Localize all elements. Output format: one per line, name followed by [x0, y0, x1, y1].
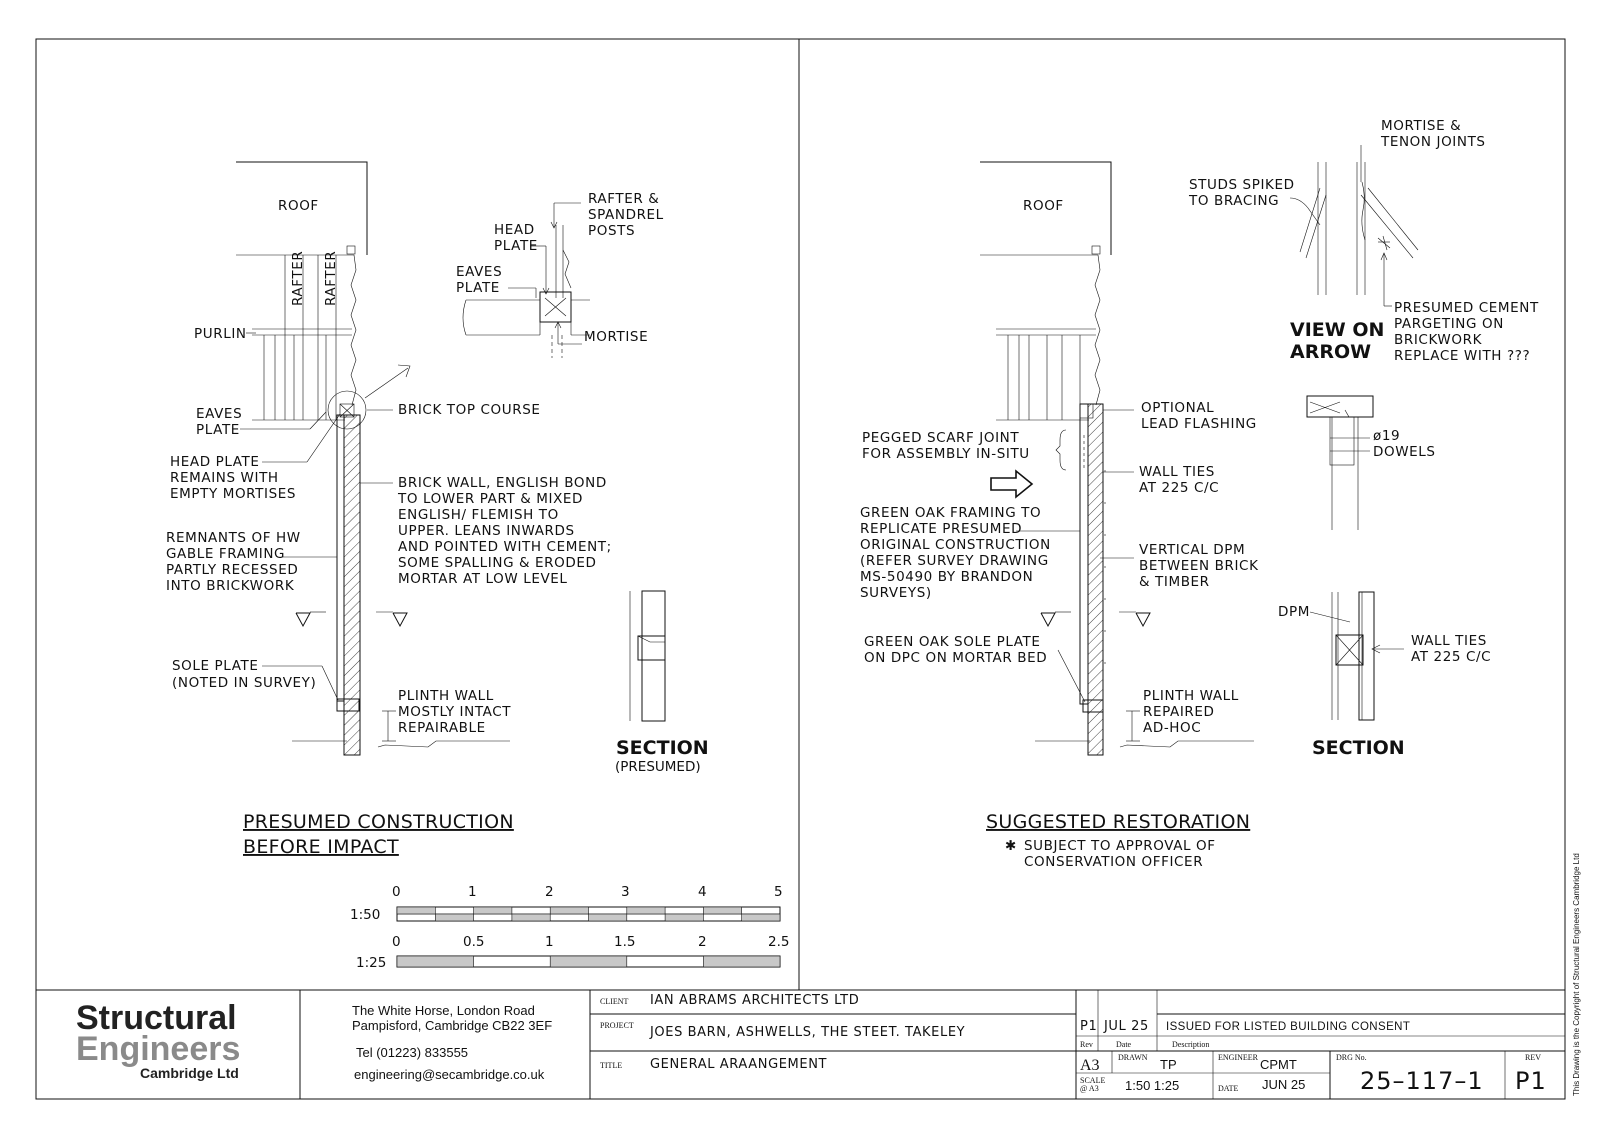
right-view-on-arrow-2: ARROW [1290, 341, 1372, 363]
right-plinth-1: PLINTH WALL [1143, 688, 1239, 704]
copyright-note: This Drawing is the Copyright of Structural Engineers Cambridge Ltd [1572, 853, 1581, 1096]
right-green-oak-sole-1: GREEN OAK SOLE PLATE [864, 634, 1041, 650]
logo-line-2: Engineers [76, 1030, 241, 1068]
left-remnants-1: REMNANTS OF HW [166, 530, 301, 546]
client-label: CLIENT [600, 997, 629, 1006]
left-brick-wall-2: TO LOWER PART & MIXED [398, 491, 584, 507]
right-green-oak-framing-2: REPLICATE PRESUMED [860, 521, 1023, 537]
date-label: DATE [1218, 1084, 1239, 1093]
left-detail-rafter-1: RAFTER & [588, 191, 660, 207]
left-rafter-label-2: RAFTER [323, 250, 339, 306]
left-detail-eaves-plate-1: EAVES [456, 264, 503, 280]
right-plinth-2: REPAIRED [1143, 704, 1215, 720]
scale-50-segment [589, 914, 627, 921]
right-panel [860, 118, 1539, 870]
left-plinth-3: REPAIRABLE [398, 720, 486, 736]
scale-sub-label: @ A3 [1080, 1084, 1099, 1093]
right-roof-label: ROOF [1023, 198, 1064, 214]
left-panel [166, 162, 709, 858]
scale-50-tick-2: 2 [545, 884, 554, 900]
right-roof-slope [1095, 255, 1100, 405]
left-roof-slope [351, 255, 356, 405]
left-brick-wall-6: SOME SPALLING & ERODED [398, 555, 597, 571]
left-remnants-3: PARTLY RECESSED [166, 562, 299, 578]
right-section-title: SECTION [1312, 737, 1405, 759]
right-brick-wall [1088, 404, 1103, 755]
right-green-oak-framing-6: SURVEYS) [860, 585, 932, 601]
scale-50-segment [474, 907, 512, 914]
right-section-detail [1310, 592, 1404, 720]
rev-row-date: JUL 25 [1104, 1019, 1149, 1034]
rev-label: REV [1525, 1053, 1541, 1062]
tel: Tel (01223) 833555 [356, 1045, 469, 1060]
scale-50-segment [742, 914, 780, 921]
date-value: JUN 25 [1262, 1077, 1306, 1092]
rev-header-date: Date [1116, 1040, 1132, 1049]
right-vertical-dpm-1: VERTICAL DPM [1139, 542, 1246, 558]
left-detail-mortise: MORTISE [584, 329, 649, 345]
scale-25-tick-2: 1 [545, 934, 554, 950]
left-plinth-2: MOSTLY INTACT [398, 704, 512, 720]
left-detail-head-plate-1: HEAD [494, 222, 535, 238]
scale-25-segment [703, 956, 780, 967]
right-wall-ties-1: WALL TIES [1139, 464, 1215, 480]
right-presumed-cement-3: BRICKWORK [1394, 332, 1483, 348]
scale-25-label: 1:25 [356, 955, 387, 971]
email: engineering@secambridge.co.uk [354, 1067, 545, 1082]
right-presumed-cement-1: PRESUMED CEMENT [1394, 300, 1539, 316]
right-note-1: SUBJECT TO APPROVAL OF [1024, 838, 1216, 854]
scale-label: SCALE [1080, 1076, 1106, 1085]
left-main-title-2: BEFORE IMPACT [243, 836, 399, 858]
rev-row-description: ISSUED FOR LISTED BUILDING CONSENT [1166, 1021, 1411, 1033]
left-brick-wall-3: ENGLISH/ FLEMISH TO [398, 507, 559, 523]
left-brick-wall-7: MORTAR AT LOW LEVEL [398, 571, 568, 587]
right-wall-ties-2: AT 225 C/C [1139, 480, 1220, 496]
scale-50-tick-4: 4 [698, 884, 707, 900]
left-purlin-label: PURLIN [194, 326, 247, 342]
left-head-plate-remains-2: REMAINS WITH [170, 470, 279, 486]
title-label: TITLE [600, 1061, 623, 1070]
right-green-oak-framing-4: (REFER SURVEY DRAWING [860, 553, 1049, 569]
scale-bars [350, 884, 789, 971]
right-vertical-dpm-3: & TIMBER [1139, 574, 1210, 590]
engineer-value: CPMT [1260, 1057, 1297, 1072]
right-green-oak-framing-3: ORIGINAL CONSTRUCTION [860, 537, 1051, 553]
address-line-2: Pampisford, Cambridge CB22 3EF [352, 1018, 553, 1033]
left-brick-wall-4: UPPER. LEANS INWARDS [398, 523, 575, 539]
drg-no-value: 25–117–1 [1360, 1067, 1484, 1095]
left-section-title: SECTION [616, 737, 709, 759]
right-main-title: SUGGESTED RESTORATION [986, 811, 1251, 833]
scale-25-tick-0: 0 [392, 934, 401, 950]
scale-value: 1:50 1:25 [1125, 1078, 1180, 1093]
scale-25-segment [397, 956, 474, 967]
right-green-oak-sole-2: ON DPC ON MORTAR BED [864, 650, 1048, 666]
right-pegged-scarf-1: PEGGED SCARF JOINT [862, 430, 1020, 446]
left-brick-wall [344, 415, 360, 755]
rev-row-rev: P1 [1080, 1019, 1098, 1034]
scale-50-tick-3: 3 [621, 884, 630, 900]
scale-50-tick-5: 5 [774, 884, 783, 900]
left-plinth-1: PLINTH WALL [398, 688, 494, 704]
rev-value: P1 [1515, 1067, 1547, 1095]
scale-50-segment [550, 907, 588, 914]
right-pegged-scarf-2: FOR ASSEMBLY IN-SITU [862, 446, 1030, 462]
project-label: PROJECT [600, 1021, 634, 1030]
drg-no-label: DRG No. [1336, 1053, 1367, 1062]
left-roof-label: ROOF [278, 198, 319, 214]
scale-50-tick-0: 0 [392, 884, 401, 900]
right-note-2: CONSERVATION OFFICER [1024, 854, 1204, 870]
scale-50-segment [665, 914, 703, 921]
right-dpm-label: DPM [1278, 604, 1310, 620]
left-section-subtitle: (PRESUMED) [615, 759, 701, 775]
right-note-star-icon: ✱ [1005, 838, 1017, 854]
right-green-oak-framing-5: MS-50490 BY BRANDON [860, 569, 1034, 585]
right-view-on-arrow-1: VIEW ON [1290, 319, 1385, 341]
left-section-detail [630, 591, 665, 721]
right-optional-lead-2: LEAD FLASHING [1141, 416, 1257, 432]
scale-50-segment [703, 907, 741, 914]
view-arrow-icon [991, 471, 1032, 497]
title-block [76, 853, 1581, 1099]
right-presumed-cement-2: PARGETING ON [1394, 316, 1504, 332]
right-mortise-tenon-1: MORTISE & [1381, 118, 1462, 134]
right-green-oak-framing-1: GREEN OAK FRAMING TO [860, 505, 1042, 521]
left-eaves-plate-label-2: PLATE [196, 422, 240, 438]
left-sole-plate-2: (NOTED IN SURVEY) [172, 675, 317, 691]
view-on-arrow-detail [1290, 145, 1418, 306]
left-detail-rafter-3: POSTS [588, 223, 636, 239]
left-rafter-label-1: RAFTER [290, 250, 306, 306]
left-head-plate-remains-3: EMPTY MORTISES [170, 486, 297, 502]
scale-50-segment [627, 907, 665, 914]
client-value: IAN ABRAMS ARCHITECTS LTD [650, 993, 860, 1008]
logo-line-3: Cambridge Ltd [140, 1065, 239, 1081]
left-sole-plate-1: SOLE PLATE [172, 658, 259, 674]
left-brick-wall-5: AND POINTED WITH CEMENT; [398, 539, 612, 555]
scale-50-tick-1: 1 [468, 884, 477, 900]
left-detail-rafter-2: SPANDREL [588, 207, 664, 223]
left-detail-arrow [365, 368, 408, 398]
sheet-size: A3 [1080, 1057, 1100, 1074]
scale-25-tick-4: 2 [698, 934, 707, 950]
left-head-plate-remains-1: HEAD PLATE [170, 454, 260, 470]
drawn-label: DRAWN [1118, 1053, 1148, 1062]
left-detail-head-plate-2: PLATE [494, 238, 538, 254]
right-dowels-2: DOWELS [1373, 444, 1436, 460]
drawn-value: TP [1160, 1057, 1177, 1072]
right-mortise-tenon-2: TENON JOINTS [1381, 134, 1486, 150]
scale-25-tick-5: 2.5 [768, 934, 790, 950]
address-line-1: The White Horse, London Road [352, 1003, 535, 1018]
right-presumed-cement-4: REPLACE WITH ??? [1394, 348, 1531, 364]
right-optional-lead-1: OPTIONAL [1141, 400, 1215, 416]
right-studs-spiked-1: STUDS SPIKED [1189, 177, 1295, 193]
left-brick-wall-1: BRICK WALL, ENGLISH BOND [398, 475, 607, 491]
left-brick-top-course-label: BRICK TOP COURSE [398, 402, 541, 418]
scale-50-label: 1:50 [350, 907, 381, 923]
scale-50-segment [397, 907, 435, 914]
scale-25-tick-3: 1.5 [614, 934, 636, 950]
left-timber-frame [337, 415, 344, 701]
rev-header-description: Description [1172, 1040, 1210, 1049]
right-vertical-dpm-2: BETWEEN BRICK [1139, 558, 1259, 574]
right-plinth-3: AD-HOC [1143, 720, 1202, 736]
title-value: GENERAL ARAANGEMENT [650, 1057, 828, 1072]
logo-line-1: Structural [76, 999, 237, 1037]
left-detail-eaves-plate-2: PLATE [456, 280, 500, 296]
right-studs-spiked-2: TO BRACING [1189, 193, 1280, 209]
dowel-detail [1307, 396, 1373, 530]
right-section-wall-ties-2: AT 225 C/C [1411, 649, 1492, 665]
project-value: JOES BARN, ASHWELLS, THE STEET. TAKELEY [650, 1025, 966, 1040]
right-section-wall-ties-1: WALL TIES [1411, 633, 1487, 649]
left-eaves-plate-label-1: EAVES [196, 406, 243, 422]
scale-25-tick-1: 0.5 [463, 934, 485, 950]
right-dowels-1: ø19 [1373, 428, 1401, 444]
left-main-title-1: PRESUMED CONSTRUCTION [243, 811, 514, 833]
scale-50-segment [512, 914, 550, 921]
left-remnants-4: INTO BRICKWORK [166, 578, 295, 594]
engineer-label: ENGINEER [1218, 1053, 1258, 1062]
scale-50-segment [435, 914, 473, 921]
rev-header-rev: Rev [1080, 1040, 1093, 1049]
left-remnants-2: GABLE FRAMING [166, 546, 286, 562]
scale-25-segment [550, 956, 627, 967]
